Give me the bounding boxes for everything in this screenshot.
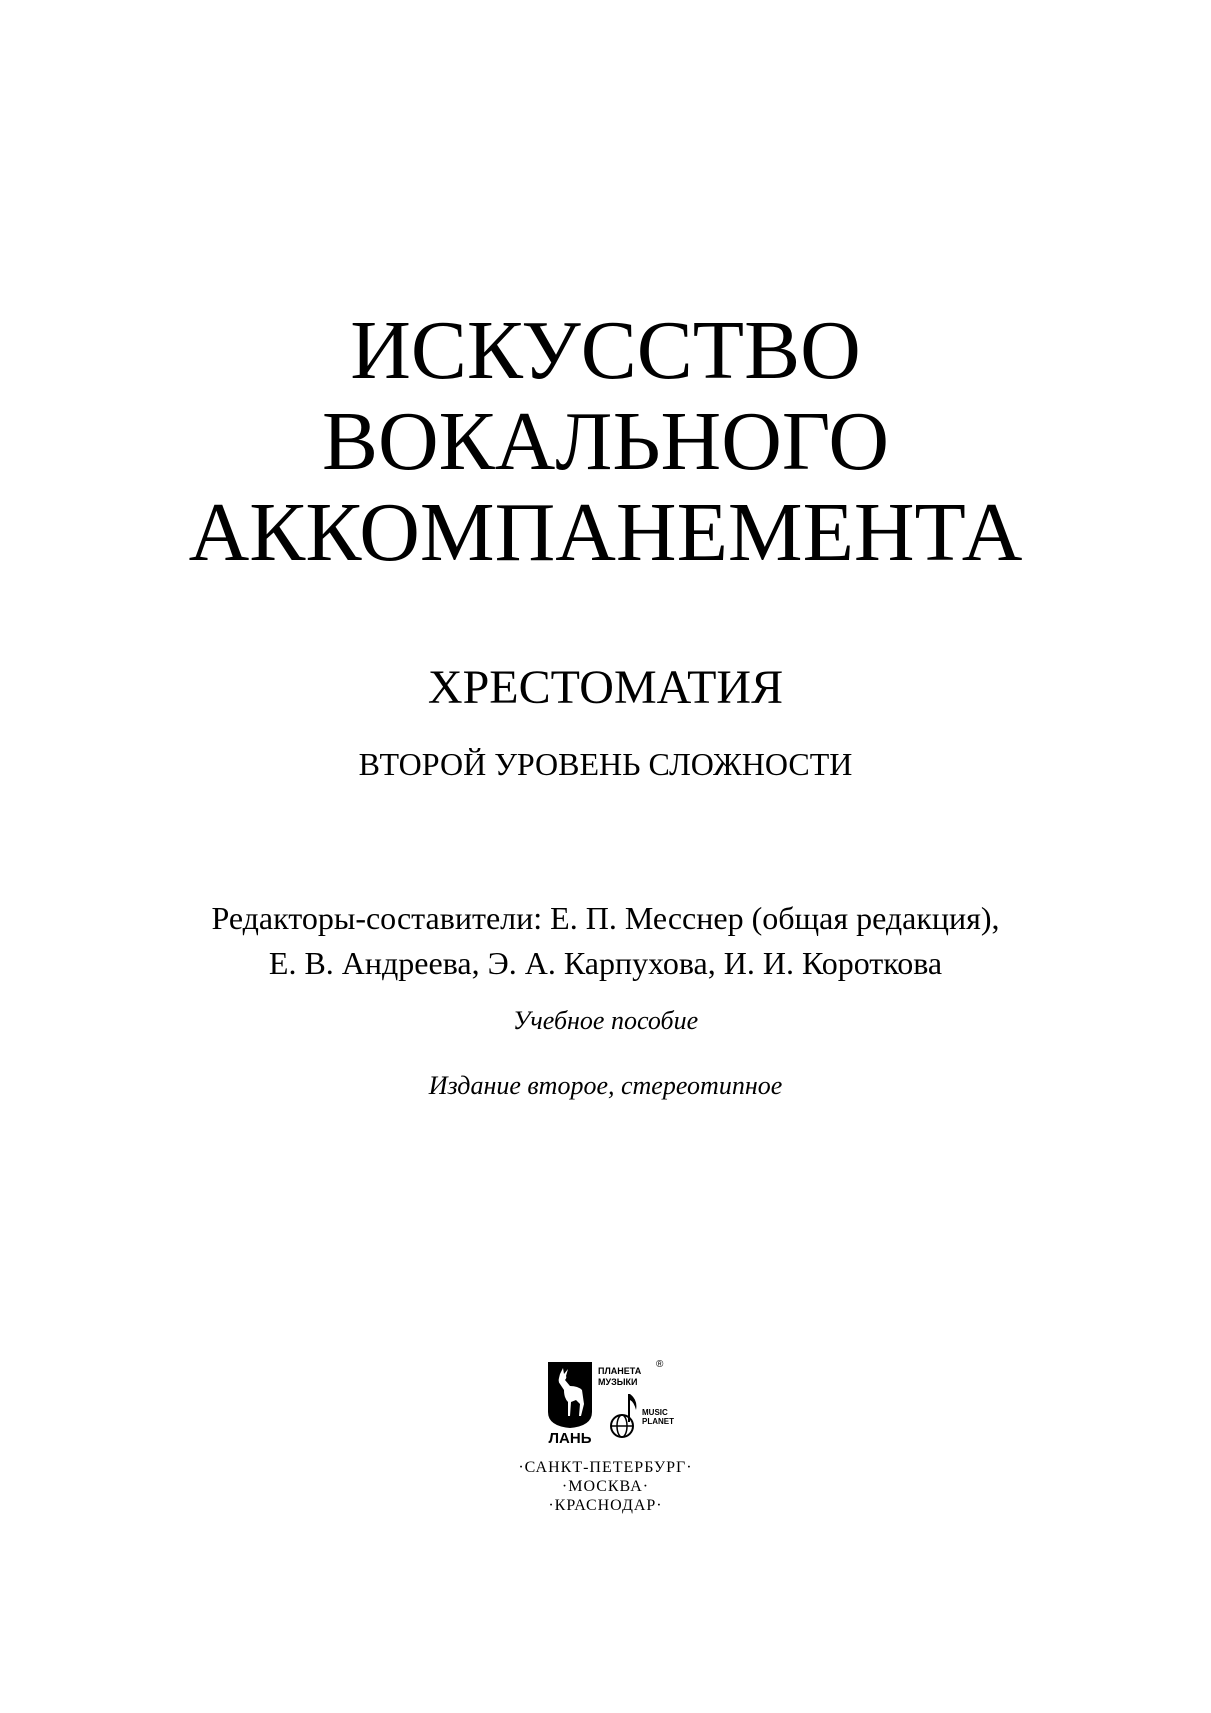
book-title: [0, 305, 1211, 578]
difficulty-level: ВТОРОЙ УРОВЕНЬ СЛОЖНОСТИ: [358, 746, 853, 782]
planet-label-line-2: МУЗЫКИ: [598, 1377, 638, 1387]
book-genre: Учебное пособие: [512, 1006, 699, 1035]
book-title-line-2: ВОКАЛЬНОГО: [321, 395, 890, 488]
city-krasnodar: ·КРАСНОДАР·: [548, 1497, 663, 1514]
registered-mark: ®: [656, 1359, 664, 1370]
planet-label-line-1: ПЛАНЕТА: [598, 1366, 642, 1376]
edition-note: Издание второе, стереотипное: [428, 1071, 783, 1100]
book-subtitle: ХРЕСТОМАТИЯ: [427, 661, 784, 714]
music-planet-label: [642, 1408, 674, 1426]
lan-label: ЛАНЬ: [548, 1430, 592, 1447]
book-title-line-3: АККОМПАНЕМЕНТА: [188, 486, 1023, 579]
planet-muzyki-label: [598, 1366, 658, 1388]
book-title-line-1: ИСКУССТВО: [350, 304, 861, 397]
editors-line-2: Е. В. Андреева, Э. А. Карпухова, И. И. Короткова: [268, 945, 943, 981]
city-saint-petersburg: ·САНКТ-ПЕТЕРБУРГ·: [518, 1459, 693, 1476]
music-label-line-2: PLANET: [642, 1417, 674, 1426]
publisher-cities: [0, 1458, 1211, 1515]
editors-block: [0, 896, 1211, 986]
publisher-logos: [546, 1360, 676, 1452]
city-moscow: ·МОСКВА·: [561, 1478, 650, 1495]
editors-line-1: Редакторы-составители: Е. П. Месснер (общая редакция),: [211, 900, 1000, 936]
music-label-line-1: MUSIC: [642, 1408, 668, 1417]
